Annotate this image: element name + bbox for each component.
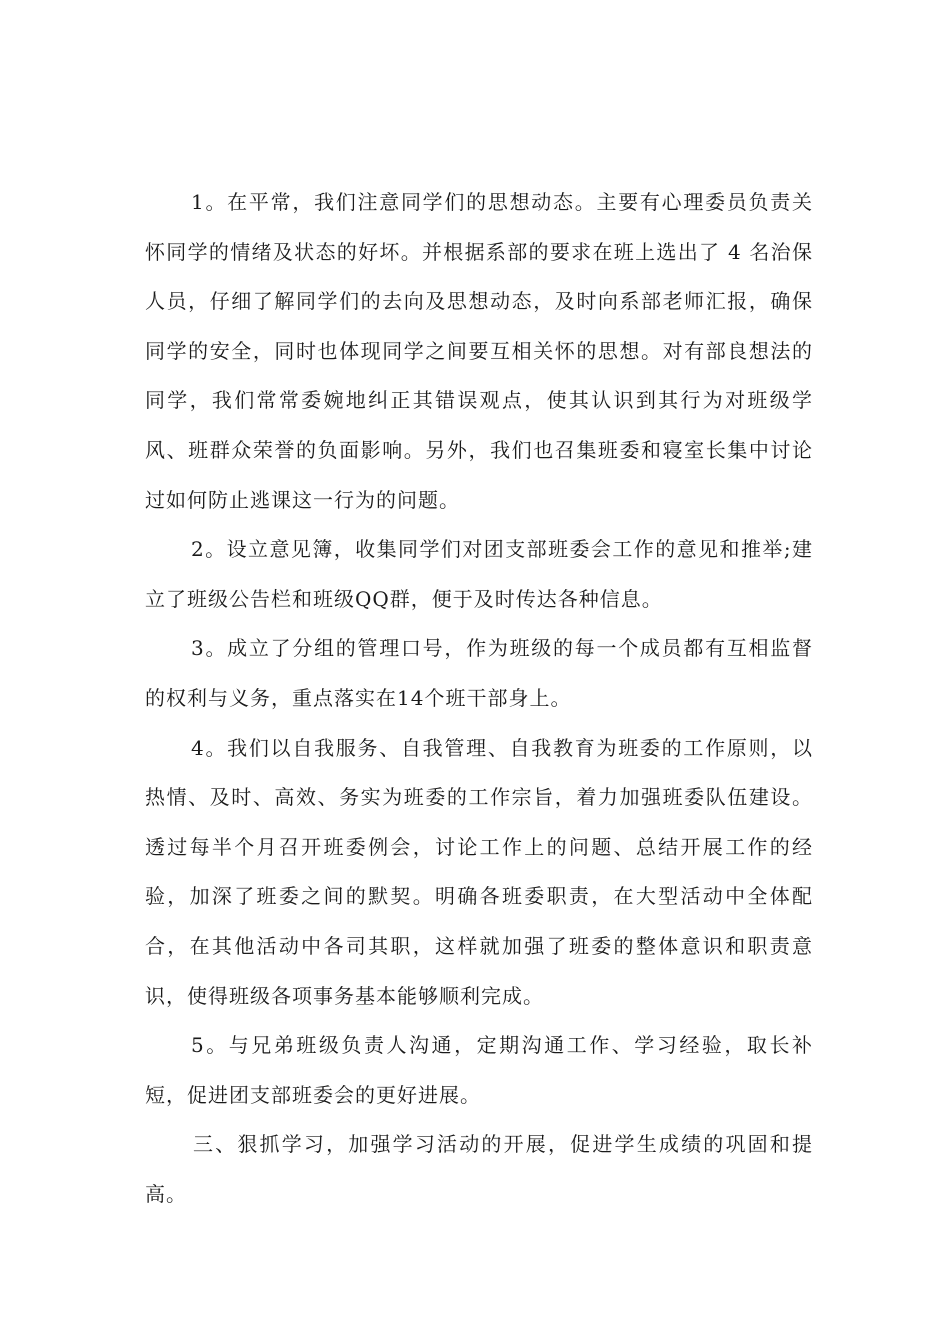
paragraph-2: 2。设立意见簿，收集同学们对团支部班委会工作的意见和推举;建立了班级公告栏和班级QQ群，便于及时传达各种信息。 — [145, 537, 813, 611]
paragraph-1: 1。在平常，我们注意同学们的思想动态。主要有心理委员负责关怀同学的情绪及状态的好坏。并根据系部的要求在班上选出了 4 名治保人员，仔细了解同学们的去向及思想动态，及时向系部老师汇报，确保同学的安全，同时也体现同学之间要互相关怀的思想。对有部良想法的同学，我们常常委婉地纠正其错误观点，使其认识到其行为对班级学风、班群众荣誉的负面影响。另外，我们也召集班委和寝室长集中讨论过如何防止逃课这一行为的问题。 — [145, 190, 813, 512]
paragraph-5: 5。与兄弟班级负责人沟通，定期沟通工作、学习经验，取长补短，促进团支部班委会的更好进展。 — [145, 1033, 813, 1107]
paragraph-3: 3。成立了分组的管理口号，作为班级的每一个成员都有互相监督的权利与义务，重点落实在14个班干部身上。 — [145, 636, 813, 710]
paragraph-4: 4。我们以自我服务、自我管理、自我教育为班委的工作原则，以热情、及时、高效、务实为班委的工作宗旨，着力加强班委队伍建设。透过每半个月召开班委例会，讨论工作上的问题、总结开展工作的经验，加深了班委之间的默契。明确各班委职责，在大型活动中全体配合，在其他活动中各司其职，这样就加强了班委的整体意识和职责意识，使得班级各项事务基本能够顺利完成。 — [145, 735, 813, 1008]
document-body — [145, 178, 813, 1219]
section-heading-paragraph: 三、狠抓学习，加强学习活动的开展，促进学生成绩的巩固和提高。 — [145, 1132, 813, 1206]
